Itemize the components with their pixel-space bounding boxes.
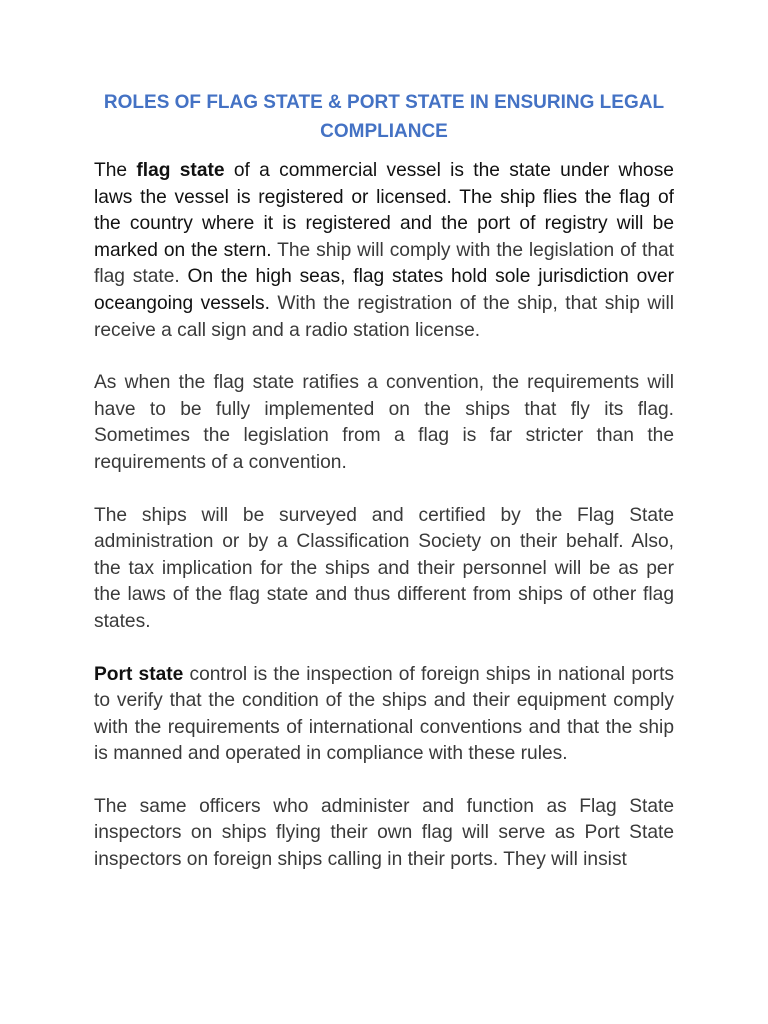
p1-sentence-1: of a commercial vessel is the state under whose laws the vessel is registered or licensed. The ship flies the flag of the country where it is registered and the port of registry will be marked on the stern. <box>94 160 674 261</box>
paragraph-officers: The same officers who administer and function as Flag State inspectors on ships flying their own flag will serve as Port State inspectors on foreign ships calling in their ports. They will insist <box>94 795 674 871</box>
p1-sentence-2: The ship will comply with the legislation of that flag state. <box>94 239 674 288</box>
p4-rest: control is the inspection of foreign ships in national ports to verify that the condition of the ships and their equipment comply with the requirements of international conventions and that the ship is manned and operated in compliance with these rules. <box>94 663 674 765</box>
p1-sentence-3: On the high seas, flag states hold sole jurisdiction over oceangoing vessels. <box>94 266 674 314</box>
p1-sentence-4: With the registration of the ship, that ship will receive a call sign and a radio station license. <box>94 292 674 341</box>
paragraph-survey: The ships will be surveyed and certified by the Flag State administration or by a Classification Society on their behalf. Also, the tax implication for the ships and their personnel will be as per the laws of the flag state and thus different from ships of other flag states. <box>94 504 674 632</box>
p4-bold-term: Port state <box>94 663 184 685</box>
paragraph-flag-state <box>94 158 674 344</box>
document-title: ROLES OF FLAG STATE & PORT STATE IN ENSURING LEGAL COMPLIANCE <box>103 92 665 142</box>
paragraph-port-state <box>94 662 674 768</box>
p1-bold-term: flag state <box>136 160 225 181</box>
p1-lead: The <box>94 160 137 181</box>
paragraph-convention: As when the flag state ratifies a convention, the requirements will have to be fully implemented on the ships that fly its flag. Sometimes the legislation from a flag is far stricter than the requirements of a convention. <box>94 372 674 473</box>
